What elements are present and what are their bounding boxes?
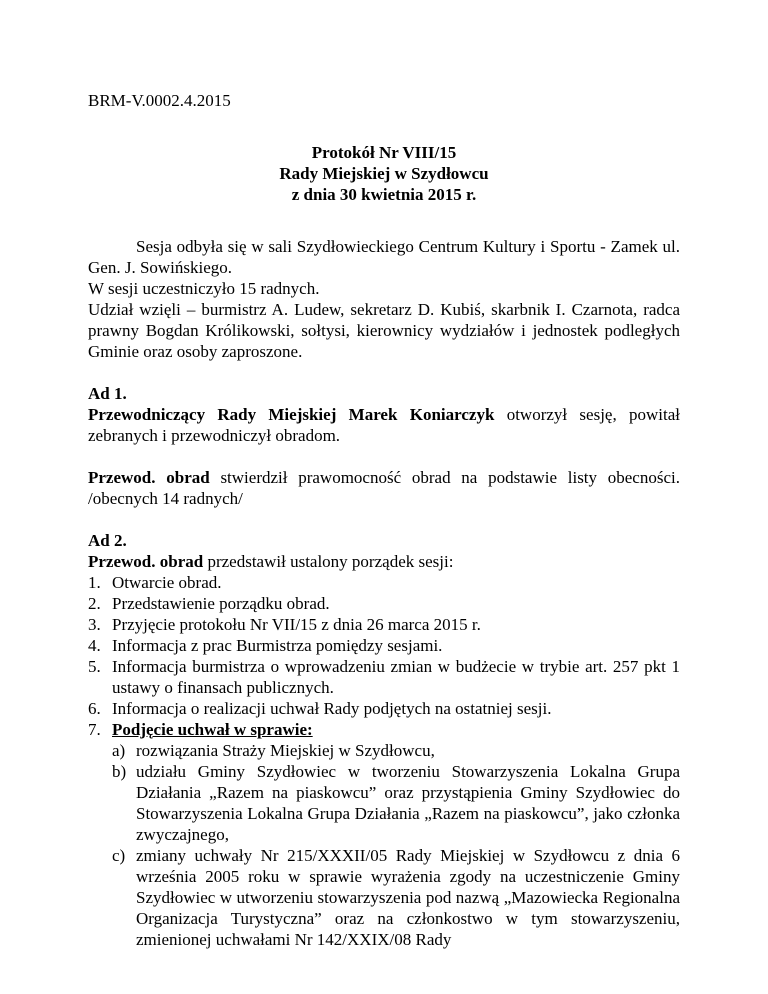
resolution-letter: b) bbox=[112, 762, 127, 781]
ad1-quorum-speaker: Przewod. obrad bbox=[88, 468, 210, 487]
intro-participants: Udział wzięli – burmistrz A. Ludew, sekretarz D. Kubiś, skarbnik I. Czarnota, radca prawny Bogdan Królikowski, sołtysi, kierownicy wydziałów i jednostek podległych Gminie oraz osoby zaproszone. bbox=[88, 300, 680, 361]
agenda-item bbox=[88, 614, 680, 635]
agenda-item bbox=[88, 635, 680, 656]
document-title bbox=[0, 142, 768, 205]
resolution-letter: c) bbox=[112, 846, 126, 865]
ad1-quorum-text: stwierdził prawomocność obrad na podstawie listy obecności. /obecnych 14 radnych/ bbox=[88, 468, 680, 508]
agenda-number: 3. bbox=[88, 615, 101, 634]
agenda-text: Informacja o realizacji uchwał Rady podjętych na ostatniej sesji. bbox=[112, 699, 552, 718]
agenda-item bbox=[88, 572, 680, 593]
agenda-text: Informacja burmistrza o wprowadzeniu zmian w budżecie w trybie art. 257 pkt 1 ustawy o finansach publicznych. bbox=[112, 657, 680, 697]
agenda-number: 2. bbox=[88, 594, 101, 613]
agenda-text: Otwarcie obrad. bbox=[112, 573, 222, 592]
resolution-item bbox=[112, 845, 680, 950]
document-body bbox=[88, 236, 680, 950]
agenda-list bbox=[88, 572, 680, 950]
agenda-item bbox=[88, 698, 680, 719]
agenda-text: Przyjęcie protokołu Nr VII/15 z dnia 26 marca 2015 r. bbox=[112, 615, 481, 634]
resolution-letter: a) bbox=[112, 741, 126, 760]
ad1-opening bbox=[88, 404, 680, 446]
agenda-item bbox=[88, 656, 680, 698]
ad2-speaker: Przewod. obrad bbox=[88, 552, 204, 571]
title-line-1: Protokół Nr VIII/15 bbox=[311, 143, 457, 162]
ad1-chair-text: otworzył sesję, powitał zebranych i przewodniczył obradom. bbox=[88, 405, 680, 445]
ad1-chair-name: Przewodniczący Rady Miejskiej Marek Koniarczyk bbox=[88, 405, 495, 424]
resolutions-sublist bbox=[112, 740, 680, 950]
ad2-intro-text: przedstawił ustalony porządek sesji: bbox=[203, 552, 454, 571]
agenda-text: Przedstawienie porządku obrad. bbox=[112, 594, 330, 613]
agenda-item bbox=[88, 593, 680, 614]
ad1-quorum bbox=[88, 467, 680, 509]
title-line-2: Rady Miejskiej w Szydłowcu bbox=[279, 164, 489, 183]
title-line-3: z dnia 30 kwietnia 2015 r. bbox=[291, 185, 477, 204]
intro-location: Sesja odbyła się w sali Szydłowieckiego Centrum Kultury i Sportu - Zamek ul. Gen. J. Sowińskiego. bbox=[88, 237, 680, 277]
ad2-intro bbox=[88, 551, 680, 572]
agenda-number: 1. bbox=[88, 573, 101, 592]
resolution-item bbox=[112, 761, 680, 845]
agenda-item bbox=[88, 719, 680, 950]
agenda-number: 4. bbox=[88, 636, 101, 655]
agenda-number: 5. bbox=[88, 657, 101, 676]
agenda-number: 7. bbox=[88, 720, 101, 739]
intro-attendance: W sesji uczestniczyło 15 radnych. bbox=[88, 279, 320, 298]
ad2-heading: Ad 2. bbox=[88, 531, 127, 550]
agenda-text-resolutions: Podjęcie uchwał w sprawie: bbox=[112, 720, 313, 739]
ad1-heading: Ad 1. bbox=[88, 384, 127, 403]
resolution-text: udziału Gminy Szydłowiec w tworzeniu Stowarzyszenia Lokalna Grupa Działania „Razem na piaskowcu” oraz przystąpienia Gminy Szydłowiec do Stowarzyszenia Lokalna Grupa Działania „Razem na piaskowcu”, jako członka zwyczajnego, bbox=[136, 762, 680, 844]
resolution-text: zmiany uchwały Nr 215/XXXII/05 Rady Miejskiej w Szydłowcu z dnia 6 września 2005 roku w sprawie wyrażenia zgody na uczestniczenie Gminy Szydłowiec w utworzeniu stowarzyszenia pod nazwą „Mazowiecka Regionalna Organizacja Turystyczna” oraz na członkostwo w tym stowarzyszeniu, zmienionej uchwałami Nr 142/XXIX/08 Rady bbox=[136, 846, 680, 949]
agenda-number: 6. bbox=[88, 699, 101, 718]
resolution-item bbox=[112, 740, 680, 761]
reference-number: BRM-V.0002.4.2015 bbox=[88, 91, 231, 110]
agenda-text: Informacja z prac Burmistrza pomiędzy sesjami. bbox=[112, 636, 443, 655]
resolution-text: rozwiązania Straży Miejskiej w Szydłowcu, bbox=[136, 741, 435, 760]
